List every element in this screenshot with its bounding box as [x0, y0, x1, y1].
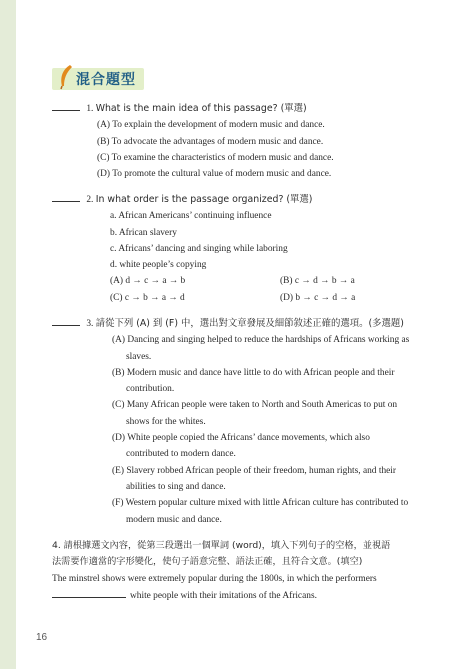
question-4 — [52, 538, 452, 604]
option-e: (E) Slavery robbed African people of their freedom, human rights, and their abilities to sing and dance. — [112, 465, 397, 492]
sentence-line-2: white people with their imitations of the Africans. — [52, 587, 452, 604]
question-2 — [52, 191, 452, 306]
option-c: (C) c → b → a → d — [110, 292, 185, 303]
answer-blank[interactable] — [52, 191, 80, 202]
option-a: (A) Dancing and singing helped to reduce the hardships of Africans working as slaves. — [112, 335, 410, 362]
option-d: (D) To promote the cultural value of modern music and dance. — [97, 169, 332, 180]
answer-blank[interactable] — [52, 315, 80, 326]
option-b: (B) c → d → b → a — [280, 276, 355, 287]
fill-in-blank[interactable] — [52, 587, 126, 598]
page — [16, 0, 474, 669]
question-stem: 請從下列 (A) 到 (F) 中，選出對文章發展及細節敘述正確的選項。(多選題) — [95, 318, 404, 329]
question-number: 1. — [86, 104, 94, 114]
list-item: d. white people’s copying — [110, 260, 207, 271]
page-number: 16 — [36, 632, 48, 643]
option-a: (A) d → c → a → b — [110, 276, 186, 287]
option-d: (D) b → c → d → a — [280, 292, 356, 303]
answer-blank[interactable] — [52, 100, 80, 111]
option-c: (C) To examine the characteristics of modern music and dance. — [97, 152, 334, 163]
quill-icon — [56, 64, 76, 90]
section-header — [52, 64, 212, 92]
sentence-line-1: The minstrel shows were extremely popular during the 1800s, in which the performers — [52, 573, 377, 584]
option-f: (F) Western popular culture mixed with little African culture has contributed to modern music and dance. — [112, 498, 409, 525]
question-number: 3. — [86, 319, 94, 329]
options-row — [52, 273, 452, 289]
option-c: (C) Many African people were taken to North and South Americas to put on shows for the whites. — [112, 400, 398, 427]
option-a: (A) To explain the development of modern music and dance. — [97, 120, 325, 131]
option-b: (B) Modern music and dance have little to do with African people and their contribution. — [112, 367, 395, 395]
list-item: a. African Americans’ continuing influence — [110, 211, 272, 222]
question-stem-line-1: 4. 請根據選文內容，從第三段選出一個單詞 (word)，填入下列句子的空格，並視語 — [52, 540, 391, 551]
list-item: c. Africans’ dancing and singing while laboring — [110, 243, 288, 254]
question-number: 2. — [86, 195, 94, 205]
options-row — [52, 290, 452, 306]
side-bar — [0, 0, 16, 669]
list-item: b. African slavery — [110, 227, 177, 238]
question-stem-line-2: 法需要作適當的字形變化，使句子語意完整、語法正確，且符合文意。(填空) — [52, 556, 363, 568]
section-title: 混合題型 — [76, 72, 136, 88]
option-d: (D) White people copied the Africans’ dance movements, which also contributed to modern dance. — [112, 433, 370, 460]
option-b: (B) To advocate the advantages of modern music and dance. — [97, 136, 324, 147]
question-stem: In what order is the passage organized? (單選) — [95, 194, 313, 205]
question-3 — [52, 315, 452, 528]
question-stem: What is the main idea of this passage? (單選) — [95, 103, 307, 114]
question-1 — [52, 100, 452, 182]
